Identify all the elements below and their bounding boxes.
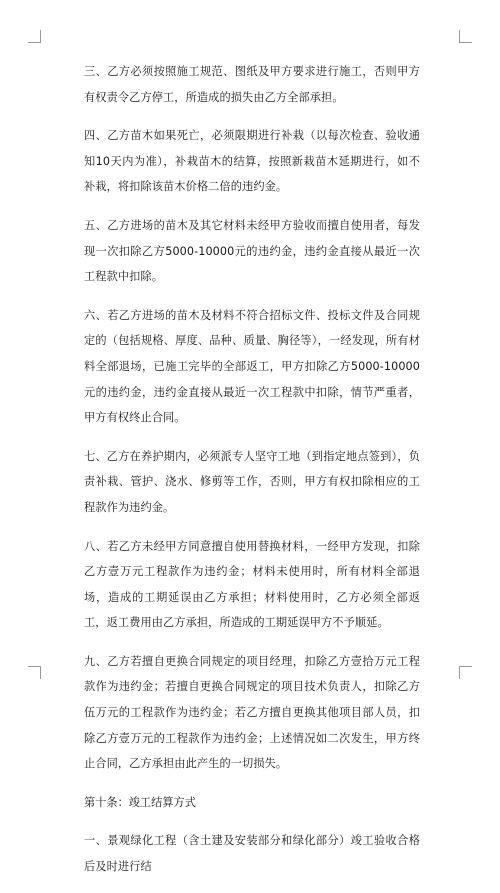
clause-4: 四、乙方苗木如果死亡，必须限期进行补栽（以每次检查、验收通知10天内为准），补栽苗木的结算，按照新栽苗木延期进行，如不补栽，将扣除该苗木价格二倍的违约金。 (84, 129, 420, 194)
clause-7: 七、乙方在养护期内，必须派专人坚守工地（到指定地点签到），负责补栽、管护、浇水、修剪等工作，否则，甲方有权扣除相应的工程款作为违约金。 (84, 449, 420, 514)
crop-mark-top-left (28, 30, 41, 43)
crop-mark-bottom-right (459, 666, 472, 679)
crop-mark-top-right (459, 30, 472, 43)
crop-mark-bottom-left (28, 666, 41, 679)
clause-6: 六、若乙方进场的苗木及材料不符合招标文件、投标文件及合同规定的（包括规格、厚度、品种、质量、胸径等），一经发现，所有材料全部退场，已施工完毕的全部返工，甲方扣除乙方5000-10000元的违约金，违约金直接从最近一次工程款中扣除，情节严重者，甲方有权终止合同。 (84, 308, 420, 425)
clause-5: 五、乙方进场的苗木及其它材料未经甲方验收而擅自使用者，每发现一次扣除乙方5000-10000元的违约金，违约金直接从最近一次工程款中扣除。 (84, 218, 420, 284)
document-body (84, 59, 420, 893)
clause-8: 八、若乙方未经甲方同意擅自使用替换材料，一经甲方发现，扣除乙方壹万元工程款作为违约金；材料未使用时，所有材料全部退场，造成的工期延误由乙方承担；材料使用时，乙方必须全部返工，返工费用由乙方承担，所造成的工期延误甲方不予顺延。 (84, 539, 420, 630)
clause-9: 九、乙方若擅自更换合同规定的项目经理，扣除乙方壹拾万元工程款作为违约金；若擅自更换合同规定的项目技术负责人，扣除乙方伍万元的工程款作为违约金；若乙方擅自更换其他项目部人员，扣除乙方壹万元的工程款作为违约金；上述情况如二次发生，甲方终止合同，乙方承担由此产生的一切损失。 (84, 654, 420, 771)
clause-3: 三、乙方必须按照施工规范、图纸及甲方要求进行施工，否则甲方有权责令乙方停工，所造成的损失由乙方全部承担。 (84, 65, 420, 104)
section-heading-10: 第十条：竣工结算方式 (84, 795, 196, 809)
section-10-item-1: 一、景观绿化工程（含土建及安装部分和绿化部分）竣工验收合格后及时进行结 (84, 834, 420, 874)
